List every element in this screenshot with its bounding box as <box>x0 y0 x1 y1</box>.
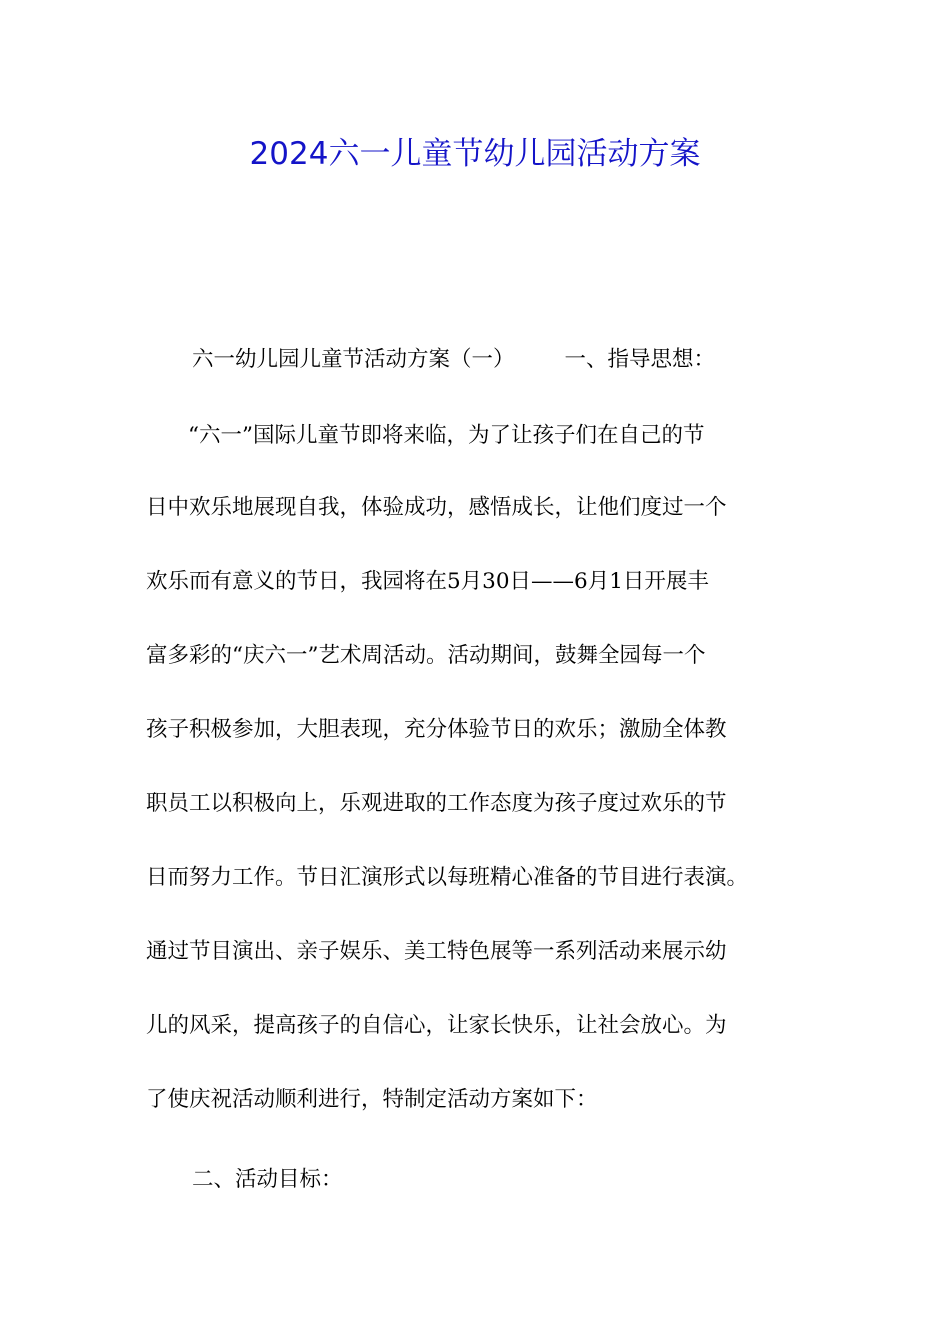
paragraph-line: 富多彩的“庆六一”艺术周活动。活动期间，鼓舞全园每一个 <box>146 643 706 668</box>
section-one-heading: 一、指导思想： <box>564 347 716 372</box>
paragraph-line: 孩子积极参加，大胆表现，充分体验节日的欢乐；激励全体教 <box>146 717 727 742</box>
paragraph-line: 儿的风采，提高孩子的自信心，让家长快乐，让社会放心。为 <box>146 1013 727 1038</box>
plan-heading-line <box>192 344 715 376</box>
paragraph-line: 欢乐而有意义的节日，我园将在5月30日——6月1日开展丰 <box>146 569 709 594</box>
paragraph-line: 日中欢乐地展现自我，体验成功，感悟成长，让他们度过一个 <box>146 495 727 520</box>
paragraph-line: 通过节目演出、亲子娱乐、美工特色展等一系列活动来展示幼 <box>146 939 727 964</box>
paragraph-line: 职员工以积极向上，乐观进取的工作态度为孩子度过欢乐的节 <box>146 791 727 816</box>
document-title: 2024六一儿童节幼儿园活动方案 <box>249 136 701 172</box>
paragraph-line: 日而努力工作。节日汇演形式以每班精心准备的节目进行表演。 <box>146 865 749 890</box>
paragraph-line: “六一”国际儿童节即将来临，为了让孩子们在自己的节 <box>188 423 705 448</box>
paragraph-line: 了使庆祝活动顺利进行，特制定活动方案如下： <box>146 1087 598 1112</box>
section-two-heading: 二、活动目标： <box>192 1167 343 1192</box>
plan-heading: 六一幼儿园儿童节活动方案（一） <box>192 347 515 372</box>
